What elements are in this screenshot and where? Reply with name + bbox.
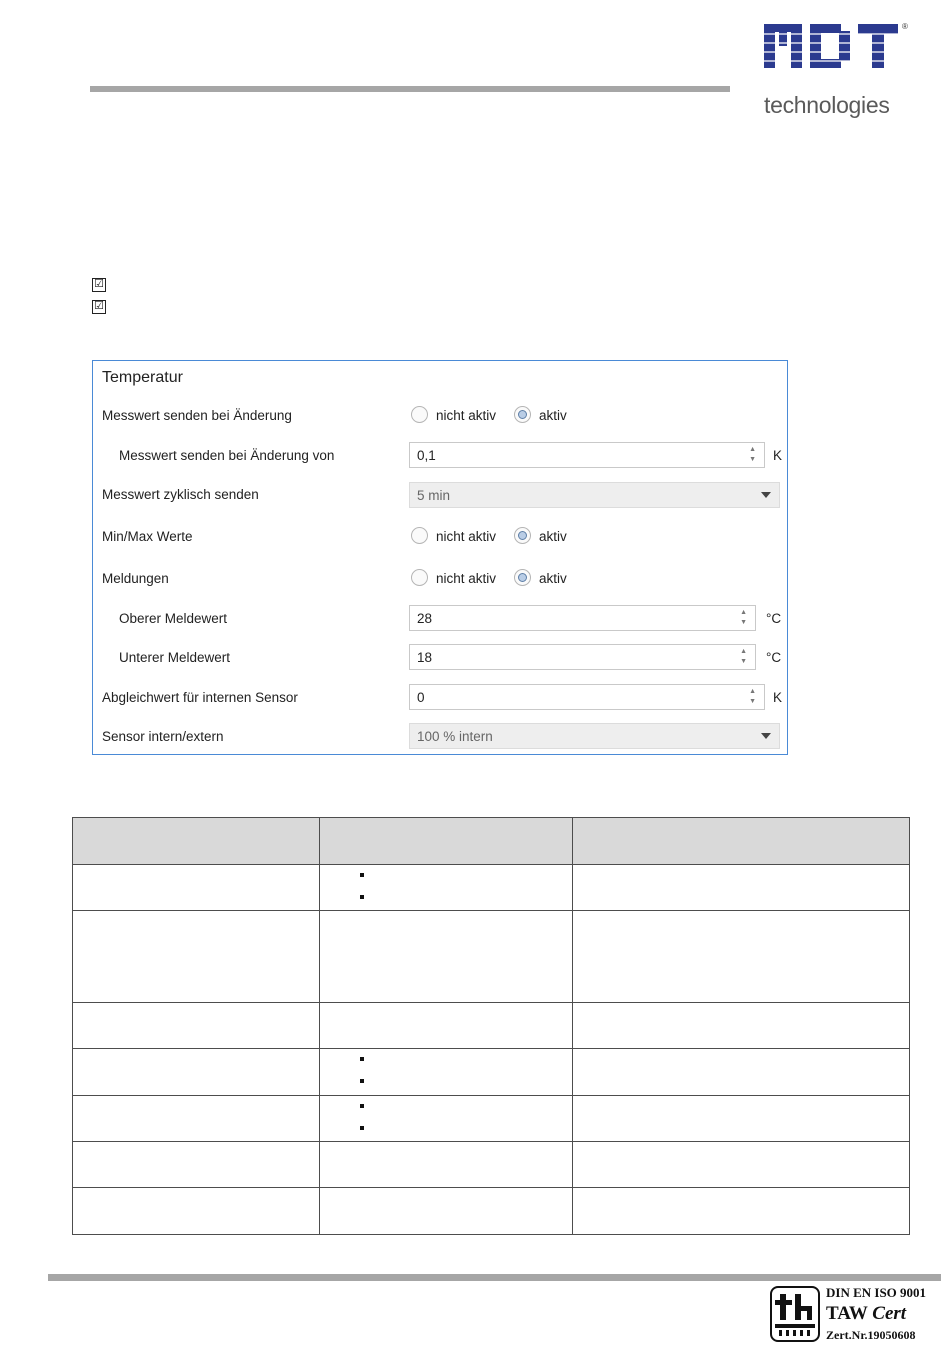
mdt-logo — [762, 22, 912, 118]
logo-tagline: technologies — [764, 92, 890, 118]
cert-issuer-taw: TAW — [826, 1303, 868, 1324]
radio-aktiv[interactable] — [514, 569, 531, 586]
taw-cert-logo-icon — [770, 1286, 820, 1342]
change-value-spinbox[interactable] — [409, 442, 765, 468]
radio-label: aktiv — [539, 571, 567, 586]
lower-threshold-spinbox[interactable] — [409, 644, 756, 670]
bullet-icon — [360, 1126, 364, 1130]
table-row — [73, 1096, 910, 1142]
table-cell — [73, 1188, 320, 1235]
radio-label: nicht aktiv — [436, 529, 497, 544]
cyclic-send-select[interactable] — [409, 482, 780, 508]
radio-label: aktiv — [539, 529, 567, 544]
table-cell — [73, 911, 320, 1003]
table-cell — [573, 1096, 910, 1142]
mdt-logo-mark — [762, 22, 902, 72]
table-cell — [320, 1188, 573, 1235]
table-header-cell — [73, 818, 320, 865]
row-label: Unterer Meldewert — [119, 650, 231, 665]
row-label: Oberer Meldewert — [119, 611, 228, 626]
spin-value: 0,1 — [417, 448, 436, 463]
table-header-cell — [573, 818, 910, 865]
spin-arrows-icon[interactable]: ▲ ▼ — [740, 609, 747, 626]
table-cell — [73, 1049, 320, 1096]
settings-panel — [92, 360, 788, 755]
bullet-icon — [360, 1057, 364, 1061]
table-row — [73, 1188, 910, 1235]
table-row — [73, 1142, 910, 1188]
select-value: 5 min — [417, 488, 451, 503]
bullet-icon — [360, 1104, 364, 1108]
cert-standard: DIN EN ISO 9001 — [826, 1285, 927, 1300]
radio-label: nicht aktiv — [436, 571, 497, 586]
bullet-icon — [360, 873, 364, 877]
radio-aktiv[interactable] — [514, 527, 531, 544]
unit-label: K — [773, 690, 783, 705]
table-cell — [573, 911, 910, 1003]
row-label: Min/Max Werte — [102, 529, 193, 544]
table-cell — [73, 1003, 320, 1049]
table-cell — [73, 865, 320, 911]
chevron-down-icon — [761, 733, 771, 739]
spin-arrows-icon[interactable]: ▲ ▼ — [749, 446, 756, 463]
cert-number: Zert.Nr.19050608 — [826, 1328, 916, 1342]
table-row — [73, 865, 910, 911]
table-cell — [320, 1049, 573, 1096]
table-cell — [573, 1003, 910, 1049]
spin-value: 0 — [417, 690, 425, 705]
unit-label: °C — [766, 611, 782, 626]
bullet-icon — [360, 895, 364, 899]
parameter-table — [72, 817, 910, 1235]
table-cell — [73, 1096, 320, 1142]
row-label: Messwert zyklisch senden — [102, 487, 259, 502]
radio-label: nicht aktiv — [436, 408, 497, 423]
table-cell — [320, 865, 573, 911]
table-cell — [73, 1142, 320, 1188]
radio-label: aktiv — [539, 408, 567, 423]
spin-value: 18 — [417, 650, 433, 665]
table-cell — [573, 1049, 910, 1096]
spin-value: 28 — [417, 611, 433, 626]
checkbox-icon: ☑ — [92, 300, 106, 314]
row-label: Meldungen — [102, 571, 169, 586]
sensor-select[interactable] — [409, 723, 780, 749]
footer-rule — [48, 1274, 941, 1281]
radio-nicht-aktiv[interactable] — [411, 527, 428, 544]
header-rule — [90, 86, 730, 92]
cert-issuer — [826, 1303, 906, 1325]
table-cell — [320, 1096, 573, 1142]
unit-label: K — [773, 448, 783, 463]
table-row — [73, 1003, 910, 1049]
table-row — [73, 1049, 910, 1096]
table-cell — [573, 865, 910, 911]
registered-mark: ® — [902, 22, 908, 31]
table-cell — [320, 911, 573, 1003]
row-label: Messwert senden bei Änderung von — [119, 448, 335, 463]
checkbox-icon: ☑ — [92, 278, 106, 292]
bullet-icon — [360, 1079, 364, 1083]
upper-threshold-spinbox[interactable] — [409, 605, 756, 631]
table-cell — [320, 1003, 573, 1049]
offset-spinbox[interactable] — [409, 684, 765, 710]
select-value: 100 % intern — [417, 729, 493, 744]
table-header-cell — [320, 818, 573, 865]
unit-label: °C — [766, 650, 782, 665]
radio-nicht-aktiv[interactable] — [411, 406, 428, 423]
table-header-row — [73, 818, 910, 865]
radio-aktiv[interactable] — [514, 406, 531, 423]
radio-nicht-aktiv[interactable] — [411, 569, 428, 586]
panel-title: Temperatur — [102, 369, 183, 386]
table-row — [73, 911, 910, 1003]
table-cell — [573, 1188, 910, 1235]
row-label: Abgleichwert für internen Sensor — [102, 690, 298, 705]
table-cell — [573, 1142, 910, 1188]
row-label: Messwert senden bei Änderung — [102, 408, 292, 423]
chevron-down-icon — [761, 492, 771, 498]
row-label: Sensor intern/extern — [102, 729, 224, 744]
iso-certificate-seal — [770, 1284, 940, 1346]
table-cell — [320, 1142, 573, 1188]
spin-arrows-icon[interactable]: ▲ ▼ — [740, 648, 747, 665]
cert-issuer-cert: Cert — [872, 1303, 907, 1324]
spin-arrows-icon[interactable]: ▲ ▼ — [749, 688, 756, 705]
